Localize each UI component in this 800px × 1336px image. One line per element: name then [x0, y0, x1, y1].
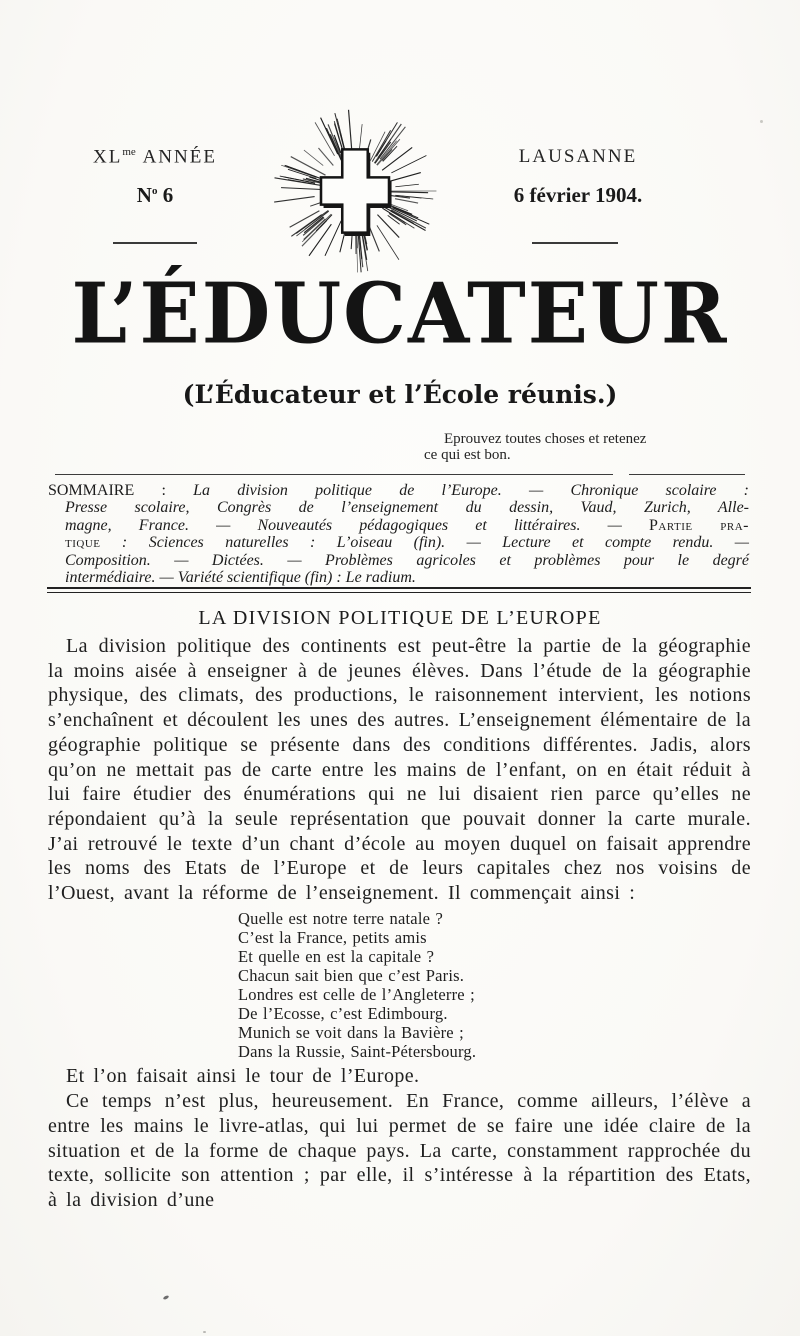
masthead-subtitle: (L’Éducateur et l’École réunis.) [182, 380, 618, 409]
swiss-cross-sunburst-icon [270, 106, 440, 276]
article-paragraph-2: Et l’on faisait ainsi le tour de l’Europe. [66, 1065, 420, 1088]
date-divider-rule [532, 242, 618, 244]
sommaire-line: Presse scolaire, Congrès de l’enseignement du dessin, Vaud, Zurich, Alle- [65, 499, 749, 517]
sommaire-line: tique : Sciences naturelles : L’oiseau (fin). — Lecture et compte rendu. — [65, 534, 749, 552]
verse-line: Et quelle en est la capitale ? [238, 946, 435, 966]
swiss-cross-icon [321, 149, 392, 236]
issue-number: $N^o$ 6 [136, 183, 174, 208]
motto-line-2: ce qui est bon. [424, 446, 511, 463]
masthead-title: L’ÉDUCATEUR [71, 264, 729, 363]
verse-line: Londres est celle de l’Angleterre ; [238, 985, 475, 1005]
sommaire-line: SOMMAIRE : La division politique de l’Europe. — Chronique scolaire : [48, 482, 749, 499]
date-block [458, 146, 698, 208]
sommaire-label: SOMMAIRE : [48, 482, 194, 499]
volume-year-superscript: me [122, 146, 136, 158]
sommaire-block [48, 482, 749, 586]
sommaire-line: intermédiaire. — Variété scientifique (fin) : Le radium. [65, 569, 416, 587]
article-paragraph-1: La division politique des continents est peut-être la partie de la géographie la moins aisée à enseigner à de jeunes élèves. Dans l’étude de la géographie physique, des climats, des productions, le raisonnement intervient, les notions s’enchaînent et découlent les unes des autres. L’enseignement élémentaire de la géographie politique se présente dans des conditions différentes. Jadis, alors qu’on ne mettait pas de carte entre les mains de l’enfant, on en était réduit à lui faire étudier des énumérations qui ne lui disaient rien parce qu’elles ne répondaient qu’à la seule représentation que pouvait donner la carte murale. J’ai retrouvé le texte d’un chant d’école au moyen duquel on faisait apprendre les noms des Etats de l’Europe et de leurs capitales chez nos voisins de l’Ouest, avant la réforme de l’enseignement. Il commençait ainsi : [48, 635, 751, 905]
article-title: LA DIVISION POLITIQUE DE L’EUROPE [198, 607, 602, 629]
issue-block [55, 146, 255, 208]
motto [424, 432, 690, 463]
article-body [48, 634, 751, 1213]
motto-line-1: Eprouvez toutes choses et retenez [444, 431, 647, 447]
verse-line: Chacun sait bien que c’est Paris. [238, 966, 465, 986]
city-label: LAUSANNE [518, 146, 638, 167]
sommaire-line: magne, France. — Nouveautés pédagogiques et littéraires. — Partie pra- [65, 516, 749, 534]
sommaire-top-rule [55, 474, 745, 475]
sommaire-line: Composition. — Dictées. — Problèmes agricoles et problèmes pour le degré [65, 551, 749, 569]
scan-speck [163, 1295, 170, 1300]
issue-number-superscript: o [151, 185, 158, 198]
article-paragraph-3: Ce temps n’est plus, heureusement. En France, comme ailleurs, l’élève a entre les mains le livre-atlas, qui lui permet de se faire une idée claire de la situation et de la forme de chaque pays. La carte, constamment rapprochée du texte, sollicite son attention ; par elle, il s’intéresse à la répartition des Etats, à la division d’une [48, 1090, 751, 1211]
scan-speck [203, 1331, 206, 1333]
verse-line: Munich se voit dans la Bavière ; [238, 1023, 464, 1043]
scan-speck [760, 120, 763, 123]
verse-line: Quelle est notre terre natale ? [238, 908, 443, 928]
issue-date: 6 février 1904. [513, 183, 643, 207]
issue-divider-rule [113, 242, 197, 244]
verse-line: De l’Ecosse, c’est Edimbourg. [238, 1004, 448, 1024]
school-song-verse [238, 909, 751, 1062]
volume-year: $XL^{me}$ ANNÉE [93, 146, 217, 168]
verse-line: C’est la France, petits amis [238, 927, 427, 947]
sommaire-bottom-double-rule [47, 587, 751, 593]
verse-line: Dans la Russie, Saint-Pétersbourg. [238, 1042, 477, 1062]
